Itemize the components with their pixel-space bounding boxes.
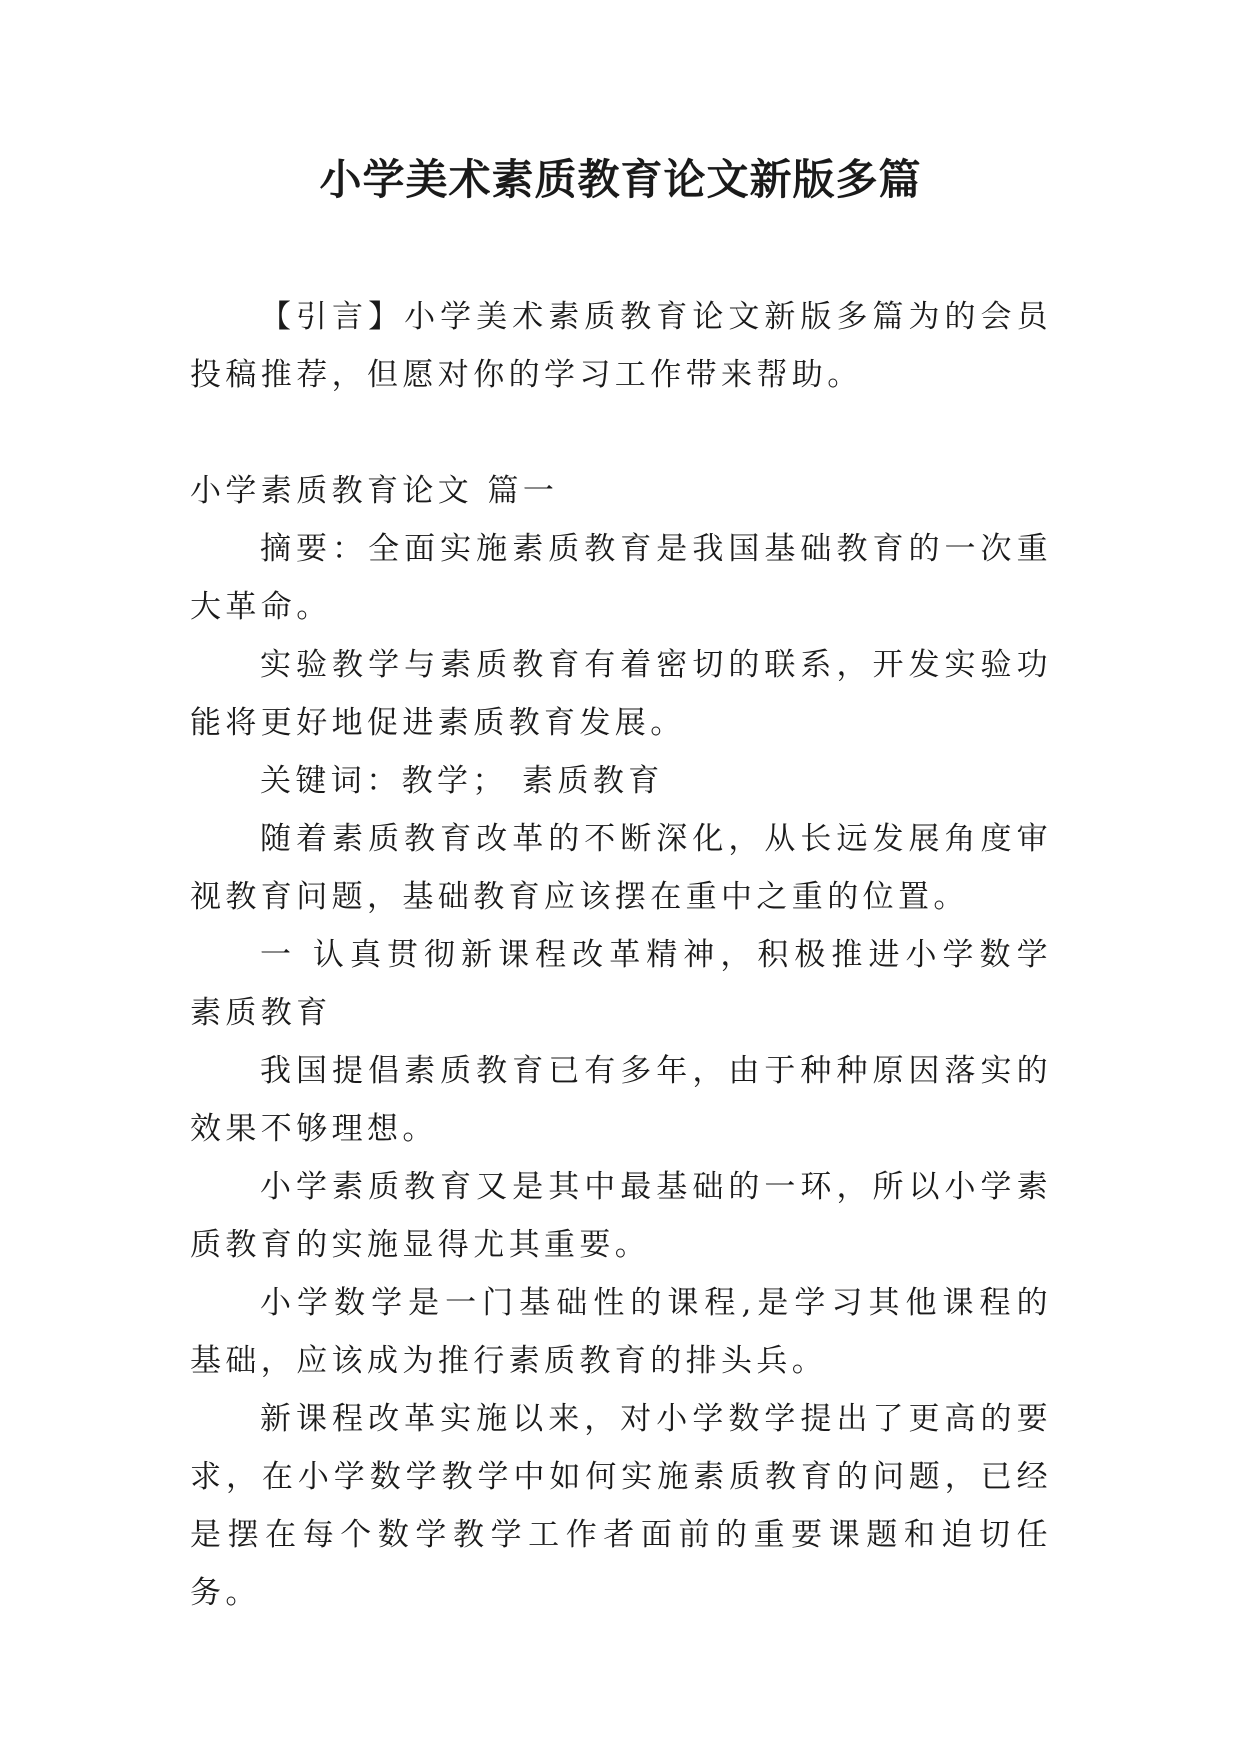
body-paragraph: 小学素质教育又是其中最基础的一环，所以小学素质教育的实施显得尤其重要。 xyxy=(190,1169,1052,1263)
document-title: 小学美术素质教育论文新版多篇 xyxy=(319,155,922,204)
body-paragraph: 我国提倡素质教育已有多年，由于种种原因落实的效果不够理想。 xyxy=(190,1053,1052,1147)
keywords-paragraph: 关键词：教学； 素质教育 xyxy=(260,763,664,799)
body-paragraph: 小学数学是一门基础性的课程,是学习其他课程的基础，应该成为推行素质教育的排头兵。 xyxy=(190,1285,1052,1379)
body-paragraph: 实验教学与素质教育有着密切的联系，开发实验功能将更好地促进素质教育发展。 xyxy=(190,647,1052,741)
body-paragraph: 新课程改革实施以来，对小学数学提出了更高的要求，在小学数学教学中如何实施素质教育的问题，已经是摆在每个数学教学工作者面前的重要课题和迫切任务。 xyxy=(190,1401,1052,1611)
section-heading: 小学素质教育论文 篇一 xyxy=(190,473,559,509)
document-body xyxy=(190,288,1052,1622)
abstract-paragraph: 摘要：全面实施素质教育是我国基础教育的一次重大革命。 xyxy=(190,531,1052,625)
subsection-heading: 一 认真贯彻新课程改革精神，积极推进小学数学素质教育 xyxy=(190,937,1052,1031)
intro-paragraph: 【引言】小学美术素质教育论文新版多篇为的会员投稿推荐，但愿对你的学习工作带来帮助。 xyxy=(190,299,1052,393)
body-paragraph: 随着素质教育改革的不断深化，从长远发展角度审视教育问题，基础教育应该摆在重中之重的位置。 xyxy=(190,821,1052,915)
